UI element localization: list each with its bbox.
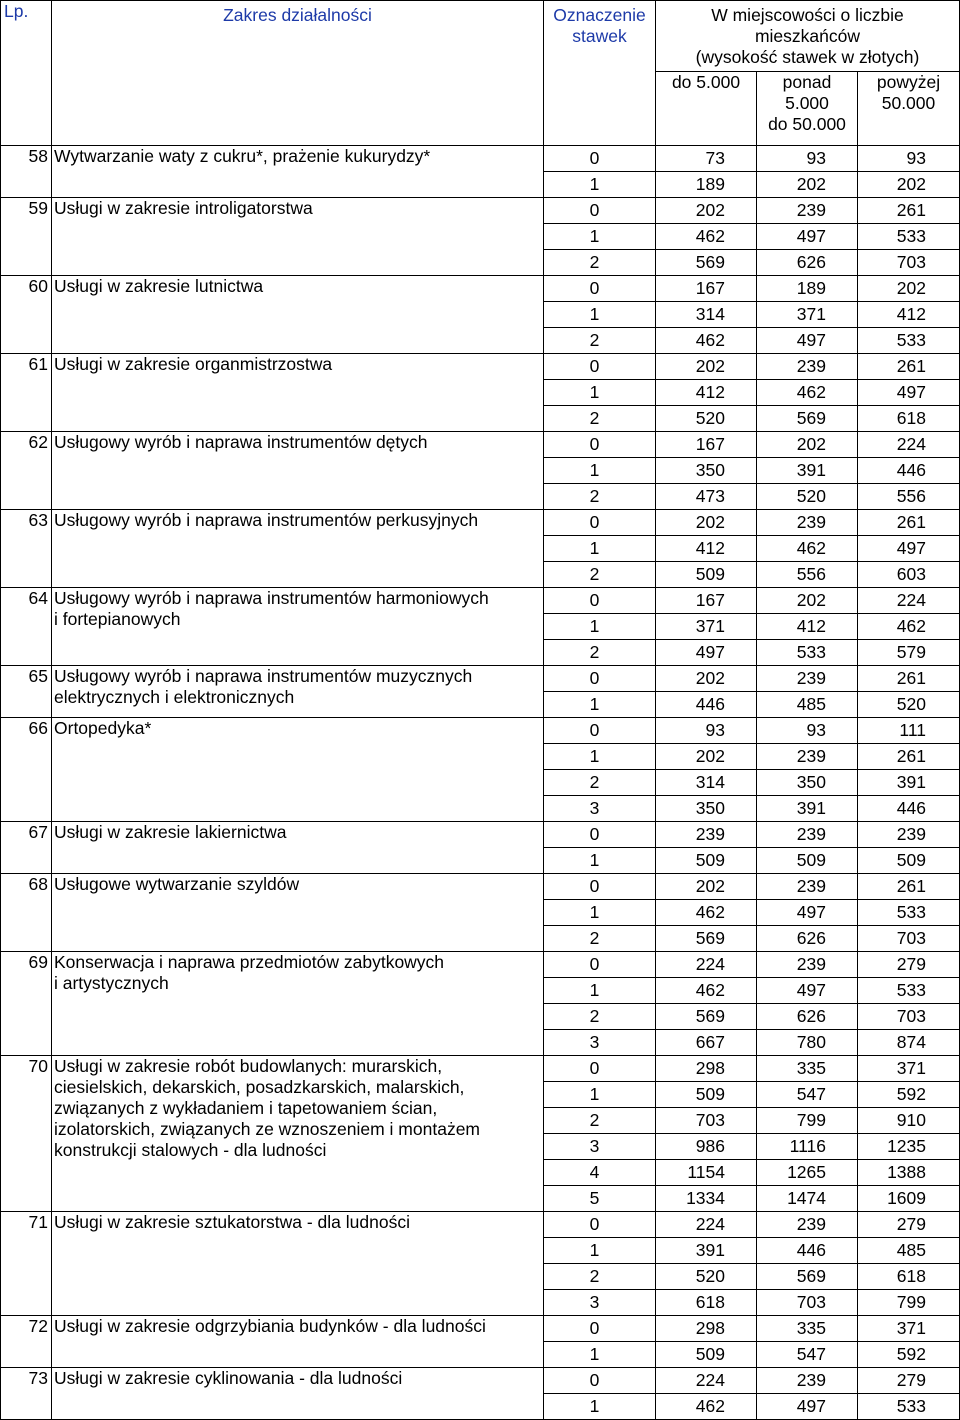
- table-row: [1, 354, 960, 380]
- rate-large-town: 497: [858, 536, 960, 562]
- rate-small-town: 202: [656, 874, 757, 900]
- rate-medium-town: 202: [757, 172, 858, 198]
- description-line: Usługowy wyrób i naprawa instrumentów perkusyjnych: [54, 510, 479, 530]
- rate-large-town: 485: [858, 1238, 960, 1264]
- rate-medium-town: 626: [757, 1004, 858, 1030]
- header-group-line: W miejscowości o liczbie: [711, 5, 904, 25]
- rate-medium-town: 335: [757, 1316, 858, 1342]
- header-oznaczenie-line: stawek: [572, 26, 627, 46]
- table-row: [1, 952, 960, 978]
- table-row: [1, 718, 960, 744]
- header-lp: Lp.: [1, 1, 52, 146]
- rate-small-town: 473: [656, 484, 757, 510]
- rate-small-town: 239: [656, 822, 757, 848]
- rate-code: 0: [544, 1368, 656, 1394]
- rate-medium-town: 239: [757, 822, 858, 848]
- rate-large-town: 111: [858, 718, 960, 744]
- rate-code: 0: [544, 822, 656, 848]
- rate-large-town: 261: [858, 198, 960, 224]
- entry-number: 64: [1, 588, 52, 666]
- rate-code: 1: [544, 1238, 656, 1264]
- description-line: i artystycznych: [54, 973, 169, 993]
- rate-large-town: 412: [858, 302, 960, 328]
- rate-code: 4: [544, 1160, 656, 1186]
- rate-medium-town: 371: [757, 302, 858, 328]
- table-row: [1, 432, 960, 458]
- rate-large-town: 261: [858, 874, 960, 900]
- entry-description: [52, 588, 544, 666]
- rate-small-town: 462: [656, 1394, 757, 1420]
- rate-medium-town: 569: [757, 406, 858, 432]
- description-line: Usługi w zakresie robót budowlanych: murarskich,: [54, 1056, 443, 1076]
- rate-code: 3: [544, 1030, 656, 1056]
- rate-small-town: 189: [656, 172, 757, 198]
- rate-medium-town: 1116: [757, 1134, 858, 1160]
- rate-small-town: 618: [656, 1290, 757, 1316]
- rate-large-town: 533: [858, 224, 960, 250]
- rate-small-town: 462: [656, 900, 757, 926]
- header-col-line: powyżej: [876, 72, 941, 92]
- rate-code: 2: [544, 484, 656, 510]
- rate-code: 3: [544, 1290, 656, 1316]
- rate-code: 3: [544, 796, 656, 822]
- rate-large-town: 1388: [858, 1160, 960, 1186]
- rate-medium-town: 509: [757, 848, 858, 874]
- rate-code: 0: [544, 666, 656, 692]
- rate-medium-town: 569: [757, 1264, 858, 1290]
- rate-large-town: 391: [858, 770, 960, 796]
- rate-large-town: 799: [858, 1290, 960, 1316]
- rate-medium-town: 497: [757, 1394, 858, 1420]
- rate-small-town: 167: [656, 588, 757, 614]
- table-row: [1, 146, 960, 172]
- rate-medium-town: 547: [757, 1342, 858, 1368]
- rate-small-town: 167: [656, 276, 757, 302]
- rate-small-town: 202: [656, 198, 757, 224]
- entry-number: 70: [1, 1056, 52, 1212]
- header-group-line: mieszkańców: [754, 26, 861, 46]
- rate-small-town: 314: [656, 302, 757, 328]
- rate-medium-town: 446: [757, 1238, 858, 1264]
- entry-number: 68: [1, 874, 52, 952]
- rate-medium-town: 391: [757, 458, 858, 484]
- rate-small-town: 462: [656, 328, 757, 354]
- rate-medium-town: 497: [757, 900, 858, 926]
- rate-large-town: 556: [858, 484, 960, 510]
- rate-code: 1: [544, 224, 656, 250]
- entry-number: 59: [1, 198, 52, 276]
- rate-large-town: 533: [858, 978, 960, 1004]
- rate-small-town: 569: [656, 1004, 757, 1030]
- description-line: Usługowy wyrób i naprawa instrumentów muzycznych: [54, 666, 473, 686]
- description-line: Konserwacja i naprawa przedmiotów zabytkowych: [54, 952, 445, 972]
- entry-number: 66: [1, 718, 52, 822]
- rate-large-town: 703: [858, 1004, 960, 1030]
- rate-medium-town: 799: [757, 1108, 858, 1134]
- rate-large-town: 592: [858, 1342, 960, 1368]
- rate-large-town: 533: [858, 900, 960, 926]
- rate-code: 2: [544, 640, 656, 666]
- rate-medium-town: 462: [757, 536, 858, 562]
- entry-description: [52, 276, 544, 354]
- rate-small-town: 520: [656, 1264, 757, 1290]
- rate-large-town: 202: [858, 276, 960, 302]
- rate-medium-town: 485: [757, 692, 858, 718]
- rate-small-town: 986: [656, 1134, 757, 1160]
- entry-number: 72: [1, 1316, 52, 1368]
- entry-description: [52, 952, 544, 1056]
- rate-medium-town: 239: [757, 666, 858, 692]
- rate-code: 1: [544, 744, 656, 770]
- rate-large-town: 592: [858, 1082, 960, 1108]
- rate-large-town: 261: [858, 666, 960, 692]
- rate-code: 3: [544, 1134, 656, 1160]
- rate-code: 2: [544, 1108, 656, 1134]
- rate-small-town: 667: [656, 1030, 757, 1056]
- rate-large-town: 446: [858, 796, 960, 822]
- description-line: konstrukcji stalowych - dla ludności: [54, 1140, 327, 1160]
- rate-medium-town: 202: [757, 432, 858, 458]
- rate-large-town: 703: [858, 250, 960, 276]
- rate-large-town: 371: [858, 1056, 960, 1082]
- description-line: Usługi w zakresie introligatorstwa: [54, 198, 313, 218]
- rate-small-town: 520: [656, 406, 757, 432]
- table-row: [1, 276, 960, 302]
- entry-number: 69: [1, 952, 52, 1056]
- rate-large-town: 279: [858, 1368, 960, 1394]
- header-col-medium: [757, 72, 858, 146]
- rate-medium-town: 391: [757, 796, 858, 822]
- table-row: [1, 198, 960, 224]
- entry-number: 73: [1, 1368, 52, 1420]
- rate-medium-town: 239: [757, 1368, 858, 1394]
- rate-code: 5: [544, 1186, 656, 1212]
- rate-medium-town: 239: [757, 354, 858, 380]
- rate-code: 2: [544, 562, 656, 588]
- entry-description: [52, 1316, 544, 1368]
- header-group-line: (wysokość stawek w złotych): [695, 47, 920, 67]
- rate-medium-town: 239: [757, 1212, 858, 1238]
- rate-small-town: 509: [656, 1342, 757, 1368]
- entry-number: 71: [1, 1212, 52, 1316]
- entry-description: [52, 1056, 544, 1212]
- rate-medium-town: 547: [757, 1082, 858, 1108]
- rate-code: 2: [544, 1004, 656, 1030]
- rate-large-town: 910: [858, 1108, 960, 1134]
- rate-small-town: 412: [656, 536, 757, 562]
- rate-small-town: 446: [656, 692, 757, 718]
- rate-medium-town: 533: [757, 640, 858, 666]
- entry-description: [52, 1212, 544, 1316]
- table-row: [1, 1212, 960, 1238]
- rate-code: 1: [544, 1082, 656, 1108]
- rate-medium-town: 239: [757, 510, 858, 536]
- rate-large-town: 533: [858, 328, 960, 354]
- rate-code: 1: [544, 614, 656, 640]
- rate-code: 1: [544, 302, 656, 328]
- rate-small-town: 314: [656, 770, 757, 796]
- rate-large-town: 93: [858, 146, 960, 172]
- rate-code: 1: [544, 900, 656, 926]
- rate-large-town: 224: [858, 432, 960, 458]
- description-line: Ortopedyka*: [54, 718, 152, 738]
- rate-large-town: 520: [858, 692, 960, 718]
- entry-number: 61: [1, 354, 52, 432]
- header-col-large: [858, 72, 960, 146]
- rate-large-town: 261: [858, 744, 960, 770]
- rate-small-town: 202: [656, 354, 757, 380]
- description-line: Usługi w zakresie sztukatorstwa - dla ludności: [54, 1212, 410, 1232]
- rate-medium-town: 335: [757, 1056, 858, 1082]
- rate-large-town: 497: [858, 380, 960, 406]
- rate-small-town: 569: [656, 926, 757, 952]
- description-line: elektrycznych i elektronicznych: [54, 687, 295, 707]
- rate-large-town: 509: [858, 848, 960, 874]
- table-row: [1, 510, 960, 536]
- description-line: Usługi w zakresie odgrzybiania budynków - dla ludności: [54, 1316, 486, 1336]
- rate-code: 0: [544, 1212, 656, 1238]
- rate-code: 1: [544, 1394, 656, 1420]
- rate-code: 1: [544, 380, 656, 406]
- header-zakres: Zakres działalności: [52, 1, 544, 146]
- rate-code: 0: [544, 718, 656, 744]
- rate-code: 0: [544, 588, 656, 614]
- rate-medium-town: 520: [757, 484, 858, 510]
- description-line: Usługowe wytwarzanie szyldów: [54, 874, 300, 894]
- rate-code: 1: [544, 458, 656, 484]
- header-group: [656, 1, 960, 72]
- rate-code: 1: [544, 172, 656, 198]
- entry-number: 67: [1, 822, 52, 874]
- description-line: Usługi w zakresie cyklinowania - dla ludności: [54, 1368, 403, 1388]
- rate-code: 2: [544, 770, 656, 796]
- rate-code: 1: [544, 1342, 656, 1368]
- entry-description: [52, 718, 544, 822]
- rate-small-town: 1334: [656, 1186, 757, 1212]
- rate-small-town: 93: [656, 718, 757, 744]
- entry-number: 58: [1, 146, 52, 198]
- rate-medium-town: 202: [757, 588, 858, 614]
- entry-description: [52, 432, 544, 510]
- rate-medium-town: 497: [757, 328, 858, 354]
- rate-small-town: 509: [656, 848, 757, 874]
- rate-code: 2: [544, 328, 656, 354]
- description-line: i fortepianowych: [54, 609, 181, 629]
- rate-medium-town: 497: [757, 978, 858, 1004]
- description-line: Usługi w zakresie organmistrzostwa: [54, 354, 333, 374]
- header-oznaczenie-line: Oznaczenie: [553, 5, 646, 25]
- rate-small-town: 569: [656, 250, 757, 276]
- rate-large-town: 279: [858, 952, 960, 978]
- rate-medium-town: 703: [757, 1290, 858, 1316]
- rate-medium-town: 626: [757, 926, 858, 952]
- rate-code: 0: [544, 510, 656, 536]
- rate-medium-town: 93: [757, 146, 858, 172]
- rate-large-town: 462: [858, 614, 960, 640]
- rate-large-town: 239: [858, 822, 960, 848]
- rate-small-town: 167: [656, 432, 757, 458]
- rate-large-town: 224: [858, 588, 960, 614]
- rate-small-town: 391: [656, 1238, 757, 1264]
- rate-code: 0: [544, 1316, 656, 1342]
- rate-large-town: 446: [858, 458, 960, 484]
- description-line: Wytwarzanie waty z cukru*, prażenie kukurydzy*: [54, 146, 431, 166]
- entry-number: 60: [1, 276, 52, 354]
- rate-small-town: 350: [656, 458, 757, 484]
- rate-medium-town: 412: [757, 614, 858, 640]
- rate-small-town: 224: [656, 1368, 757, 1394]
- rate-code: 2: [544, 250, 656, 276]
- rate-medium-town: 1474: [757, 1186, 858, 1212]
- rate-medium-town: 239: [757, 198, 858, 224]
- rate-large-town: 874: [858, 1030, 960, 1056]
- rate-code: 0: [544, 198, 656, 224]
- rate-small-town: 202: [656, 510, 757, 536]
- header-col-small: [656, 72, 757, 146]
- rate-code: 1: [544, 848, 656, 874]
- rate-medium-town: 189: [757, 276, 858, 302]
- rate-code: 2: [544, 406, 656, 432]
- entry-description: [52, 874, 544, 952]
- rate-small-town: 202: [656, 666, 757, 692]
- rate-small-town: 224: [656, 1212, 757, 1238]
- rate-medium-town: 462: [757, 380, 858, 406]
- description-line: izolatorskich, związanych ze wznoszeniem i montażem: [54, 1119, 480, 1139]
- header-col-line: 50.000: [881, 93, 936, 113]
- rate-small-town: 371: [656, 614, 757, 640]
- entry-description: [52, 1368, 544, 1420]
- rate-medium-town: 239: [757, 874, 858, 900]
- rate-small-town: 202: [656, 744, 757, 770]
- entry-description: [52, 198, 544, 276]
- rate-code: 0: [544, 276, 656, 302]
- rate-medium-town: 556: [757, 562, 858, 588]
- description-line: związanych z wykładaniem i tapetowaniem ścian,: [54, 1098, 438, 1118]
- entry-description: [52, 354, 544, 432]
- rate-code: 0: [544, 952, 656, 978]
- header-col-line: 5.000: [785, 93, 829, 113]
- rate-small-town: 298: [656, 1056, 757, 1082]
- rate-medium-town: 93: [757, 718, 858, 744]
- description-line: Usługi w zakresie lakiernictwa: [54, 822, 287, 842]
- rate-large-town: 1609: [858, 1186, 960, 1212]
- rate-small-town: 703: [656, 1108, 757, 1134]
- rate-small-town: 1154: [656, 1160, 757, 1186]
- rate-code: 0: [544, 1056, 656, 1082]
- rate-code: 1: [544, 536, 656, 562]
- rate-large-town: 202: [858, 172, 960, 198]
- entry-number: 63: [1, 510, 52, 588]
- rate-small-town: 224: [656, 952, 757, 978]
- table-row: [1, 1056, 960, 1082]
- table-row: [1, 874, 960, 900]
- rate-medium-town: 626: [757, 250, 858, 276]
- description-line: Usługowy wyrób i naprawa instrumentów harmoniowych: [54, 588, 489, 608]
- rate-large-town: 618: [858, 406, 960, 432]
- rate-small-town: 462: [656, 224, 757, 250]
- rate-code: 0: [544, 354, 656, 380]
- rate-large-town: 603: [858, 562, 960, 588]
- table-row: [1, 666, 960, 692]
- rate-medium-town: 780: [757, 1030, 858, 1056]
- entry-description: [52, 666, 544, 718]
- rate-code: 0: [544, 432, 656, 458]
- rate-code: 0: [544, 146, 656, 172]
- rate-code: 1: [544, 692, 656, 718]
- table-row: [1, 588, 960, 614]
- header-col-line: ponad: [782, 72, 832, 92]
- rate-small-town: 298: [656, 1316, 757, 1342]
- rate-code: 0: [544, 874, 656, 900]
- entry-number: 62: [1, 432, 52, 510]
- rate-small-town: 497: [656, 640, 757, 666]
- description-line: Usługowy wyrób i naprawa instrumentów dętych: [54, 432, 428, 452]
- rate-large-town: 371: [858, 1316, 960, 1342]
- rate-small-town: 509: [656, 1082, 757, 1108]
- rate-large-town: 261: [858, 354, 960, 380]
- header-col-line: do 5.000: [671, 72, 741, 92]
- entry-description: [52, 146, 544, 198]
- entry-number: 65: [1, 666, 52, 718]
- rate-large-town: 579: [858, 640, 960, 666]
- rate-large-town: 618: [858, 1264, 960, 1290]
- rate-code: 2: [544, 926, 656, 952]
- rate-large-town: 261: [858, 510, 960, 536]
- rate-small-town: 412: [656, 380, 757, 406]
- rate-small-town: 509: [656, 562, 757, 588]
- description-line: Usługi w zakresie lutnictwa: [54, 276, 264, 296]
- rate-code: 2: [544, 1264, 656, 1290]
- header-oznaczenie: [544, 1, 656, 146]
- rate-medium-town: 239: [757, 952, 858, 978]
- rate-code: 1: [544, 978, 656, 1004]
- rate-medium-town: 497: [757, 224, 858, 250]
- rate-small-town: 350: [656, 796, 757, 822]
- entry-description: [52, 510, 544, 588]
- rate-small-town: 73: [656, 146, 757, 172]
- rate-large-town: 703: [858, 926, 960, 952]
- rate-medium-town: 350: [757, 770, 858, 796]
- header-col-line: do 50.000: [768, 114, 846, 134]
- rate-large-town: 279: [858, 1212, 960, 1238]
- table-row: [1, 1316, 960, 1342]
- rate-large-town: 533: [858, 1394, 960, 1420]
- rate-large-town: 1235: [858, 1134, 960, 1160]
- entry-description: [52, 822, 544, 874]
- rate-small-town: 462: [656, 978, 757, 1004]
- description-line: ciesielskich, dekarskich, posadzkarskich, malarskich,: [54, 1077, 465, 1097]
- rate-medium-town: 239: [757, 744, 858, 770]
- rate-medium-town: 1265: [757, 1160, 858, 1186]
- table-row: [1, 822, 960, 848]
